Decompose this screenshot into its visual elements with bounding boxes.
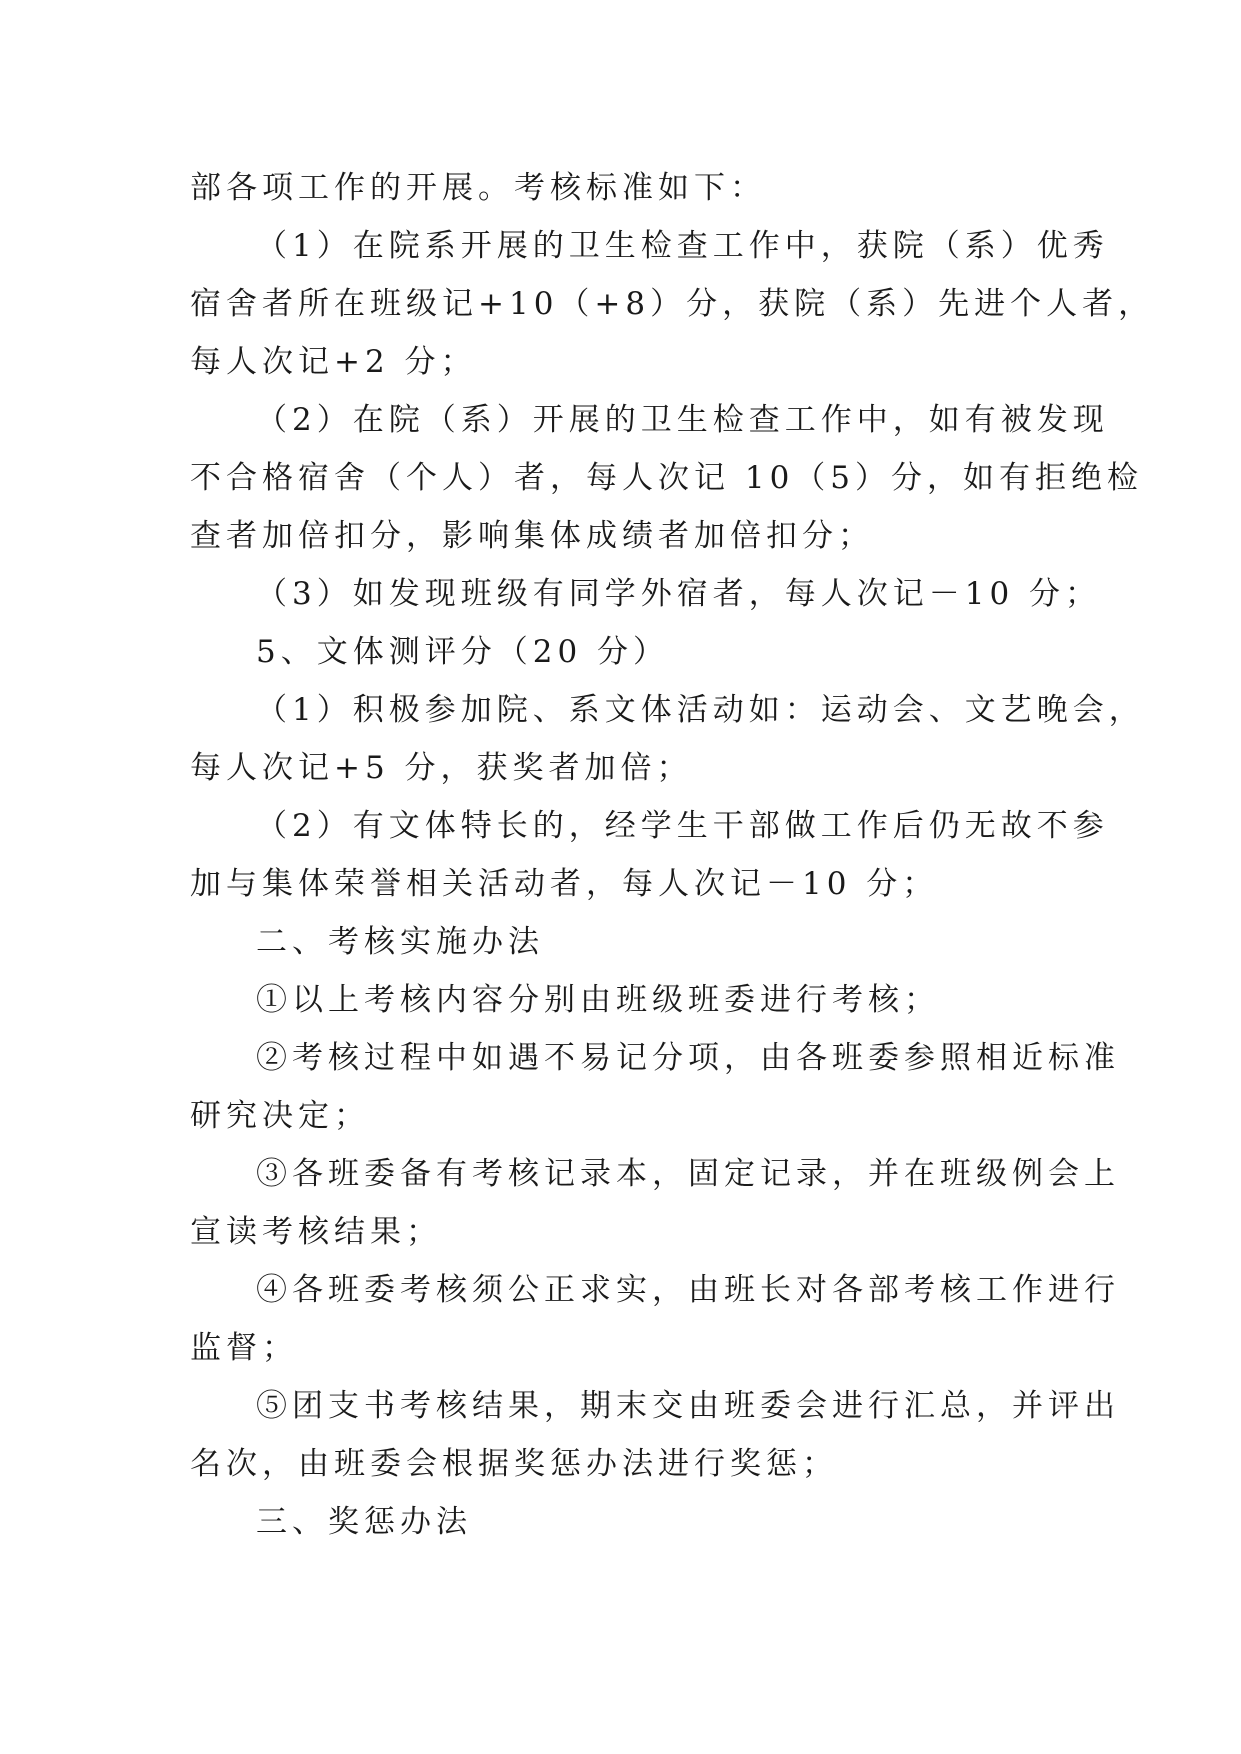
text-line: ②考核过程中如遇不易记分项，由各班委参照相近标准	[256, 1040, 1120, 1076]
section-heading: 三、奖惩办法	[256, 1504, 472, 1540]
text-line: ①以上考核内容分别由班级班委进行考核；	[256, 982, 940, 1018]
text-line: 每人次记+5 分，获奖者加倍；	[190, 750, 693, 786]
text-line: ③各班委备有考核记录本，固定记录，并在班级例会上	[256, 1156, 1120, 1192]
section-heading: 二、考核实施办法	[256, 924, 544, 960]
text-line: （1）在院系开展的卫生检查工作中，获院（系）优秀	[256, 228, 1109, 264]
text-line: （3）如发现班级有同学外宿者，每人次记－10 分；	[256, 576, 1102, 612]
text-line: 不合格宿舍（个人）者，每人次记 10（5）分，如有拒绝检	[190, 460, 1144, 496]
text-line: （2）有文体特长的，经学生干部做工作后仍无故不参	[256, 808, 1109, 844]
text-line: ⑤团支书考核结果，期末交由班委会进行汇总，并评出	[256, 1388, 1120, 1424]
text-line: 名次，由班委会根据奖惩办法进行奖惩；	[190, 1446, 838, 1482]
text-line: 宿舍者所在班级记+10（+8）分，获院（系）先进个人者，	[190, 286, 1155, 322]
text-line: （2）在院（系）开展的卫生检查工作中，如有被发现	[256, 402, 1109, 438]
text-line: （1）积极参加院、系文体活动如：运动会、文艺晚会，	[256, 692, 1145, 728]
text-line: 宣读考核结果；	[190, 1214, 442, 1250]
text-line: 研究决定；	[190, 1098, 370, 1134]
text-line: 5、文体测评分（20 分）	[256, 634, 670, 670]
text-line: 每人次记+2 分；	[190, 344, 477, 380]
text-line: 查者加倍扣分，影响集体成绩者加倍扣分；	[190, 518, 874, 554]
text-line: 部各项工作的开展。考核标准如下：	[190, 170, 766, 206]
text-line: ④各班委考核须公正求实，由班长对各部考核工作进行	[256, 1272, 1120, 1308]
text-line: 监督；	[190, 1330, 298, 1366]
text-line: 加与集体荣誉相关活动者，每人次记－10 分；	[190, 866, 939, 902]
